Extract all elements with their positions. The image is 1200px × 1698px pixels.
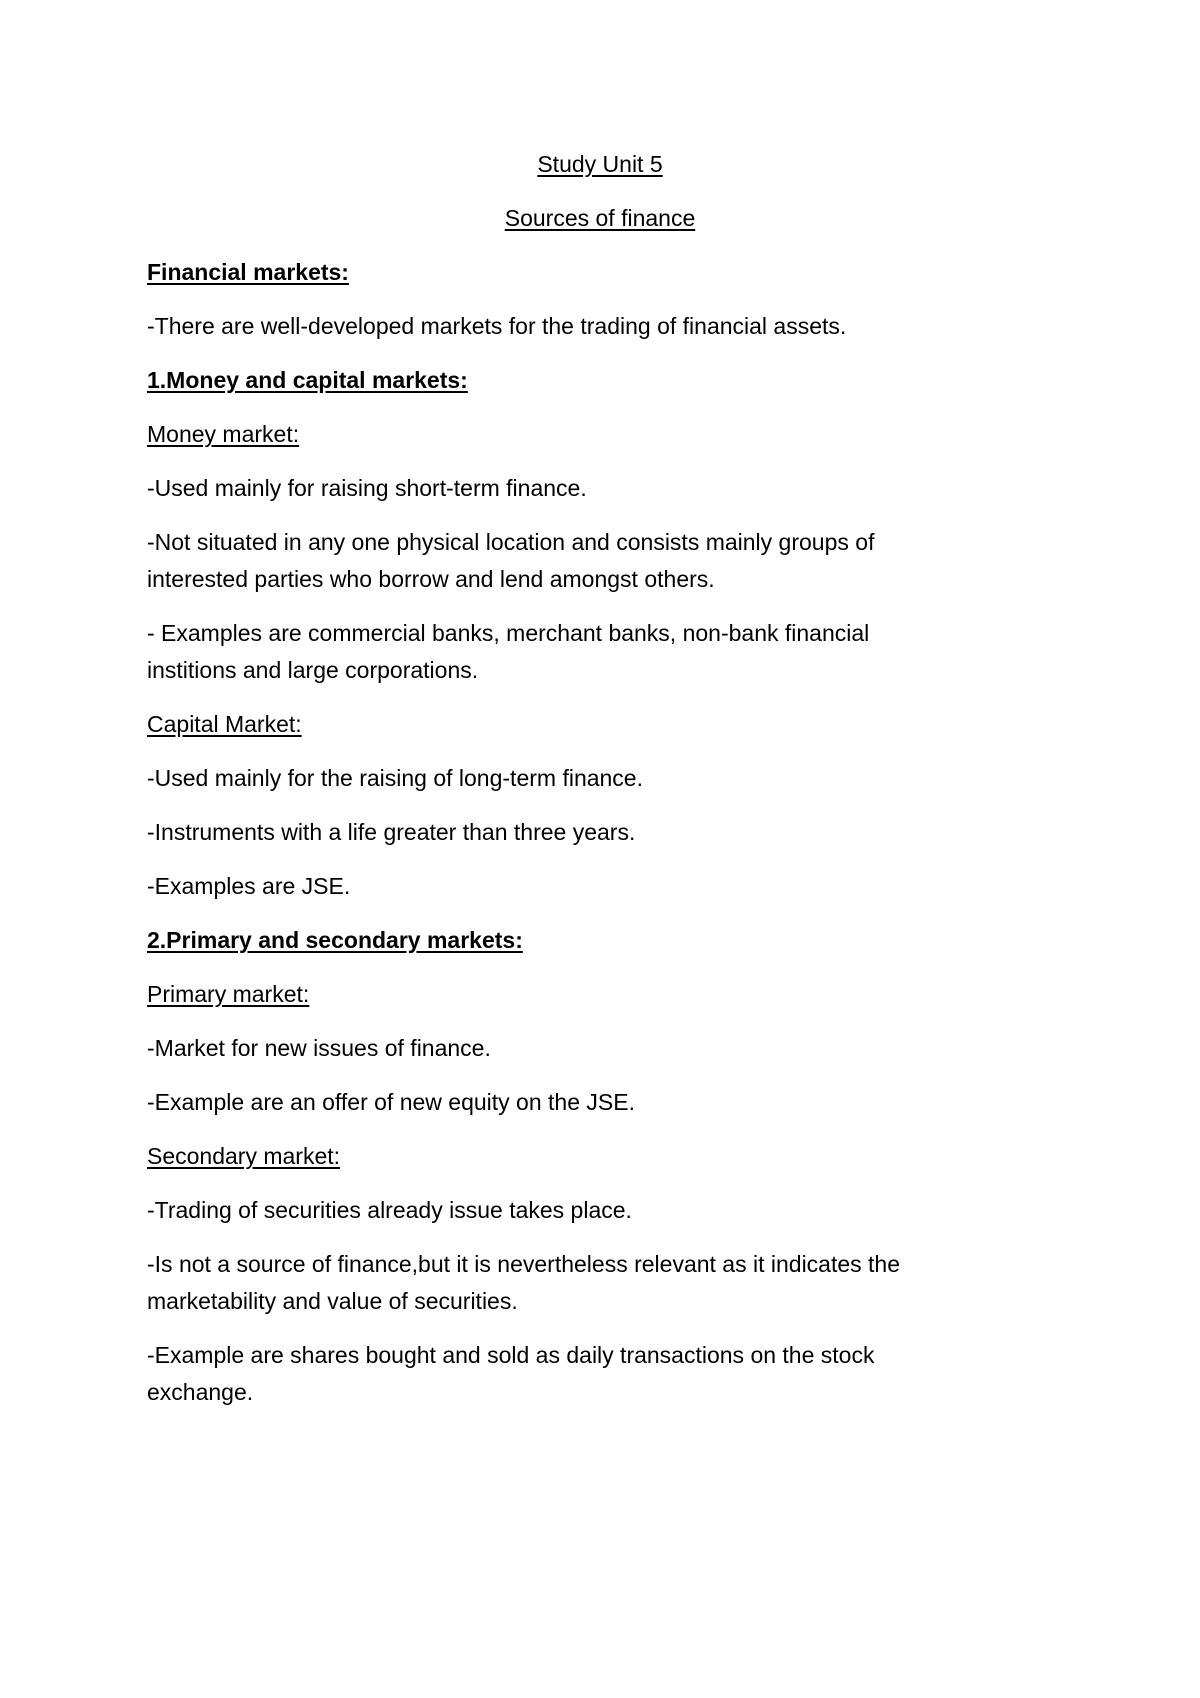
primary-market-heading: Primary market: bbox=[147, 981, 310, 1007]
paragraph-line: interested parties who borrow and lend amongst others. bbox=[147, 566, 715, 592]
paragraph-line: -Is not a source of finance,but it is nevertheless relevant as it indicates the bbox=[147, 1251, 901, 1277]
paragraph-line: institions and large corporations. bbox=[147, 657, 479, 683]
page-title: Study Unit 5 bbox=[537, 151, 663, 177]
paragraph-line: -Not situated in any one physical location and consists mainly groups of bbox=[147, 529, 875, 555]
primary-secondary-heading: 2.Primary and secondary markets: bbox=[147, 927, 523, 953]
paragraph-line: marketability and value of securities. bbox=[147, 1288, 518, 1314]
money-market-heading: Money market: bbox=[147, 421, 300, 447]
paragraph-line: -Used mainly for the raising of long-term finance. bbox=[147, 765, 643, 791]
paragraph-line: exchange. bbox=[147, 1379, 254, 1405]
paragraph-line: -Used mainly for raising short-term finance. bbox=[147, 475, 587, 501]
secondary-market-heading: Secondary market: bbox=[147, 1143, 341, 1169]
paragraph-line: -Examples are JSE. bbox=[147, 873, 351, 899]
paragraph-line: -Example are shares bought and sold as daily transactions on the stock bbox=[147, 1342, 875, 1368]
paragraph-line: -Market for new issues of finance. bbox=[147, 1035, 491, 1061]
paragraph-line: -Instruments with a life greater than three years. bbox=[147, 819, 636, 845]
paragraph-line: -Trading of securities already issue takes place. bbox=[147, 1197, 632, 1223]
paragraph-line: -Example are an offer of new equity on the JSE. bbox=[147, 1089, 635, 1115]
financial-markets-heading: Financial markets: bbox=[147, 259, 349, 285]
page-subtitle: Sources of finance bbox=[504, 205, 696, 231]
paragraph-line: -There are well-developed markets for the trading of financial assets. bbox=[147, 313, 847, 339]
money-capital-heading: 1.Money and capital markets: bbox=[147, 367, 468, 393]
paragraph-line: - Examples are commercial banks, merchant banks, non-bank financial bbox=[147, 620, 870, 646]
capital-market-heading: Capital Market: bbox=[147, 711, 302, 737]
